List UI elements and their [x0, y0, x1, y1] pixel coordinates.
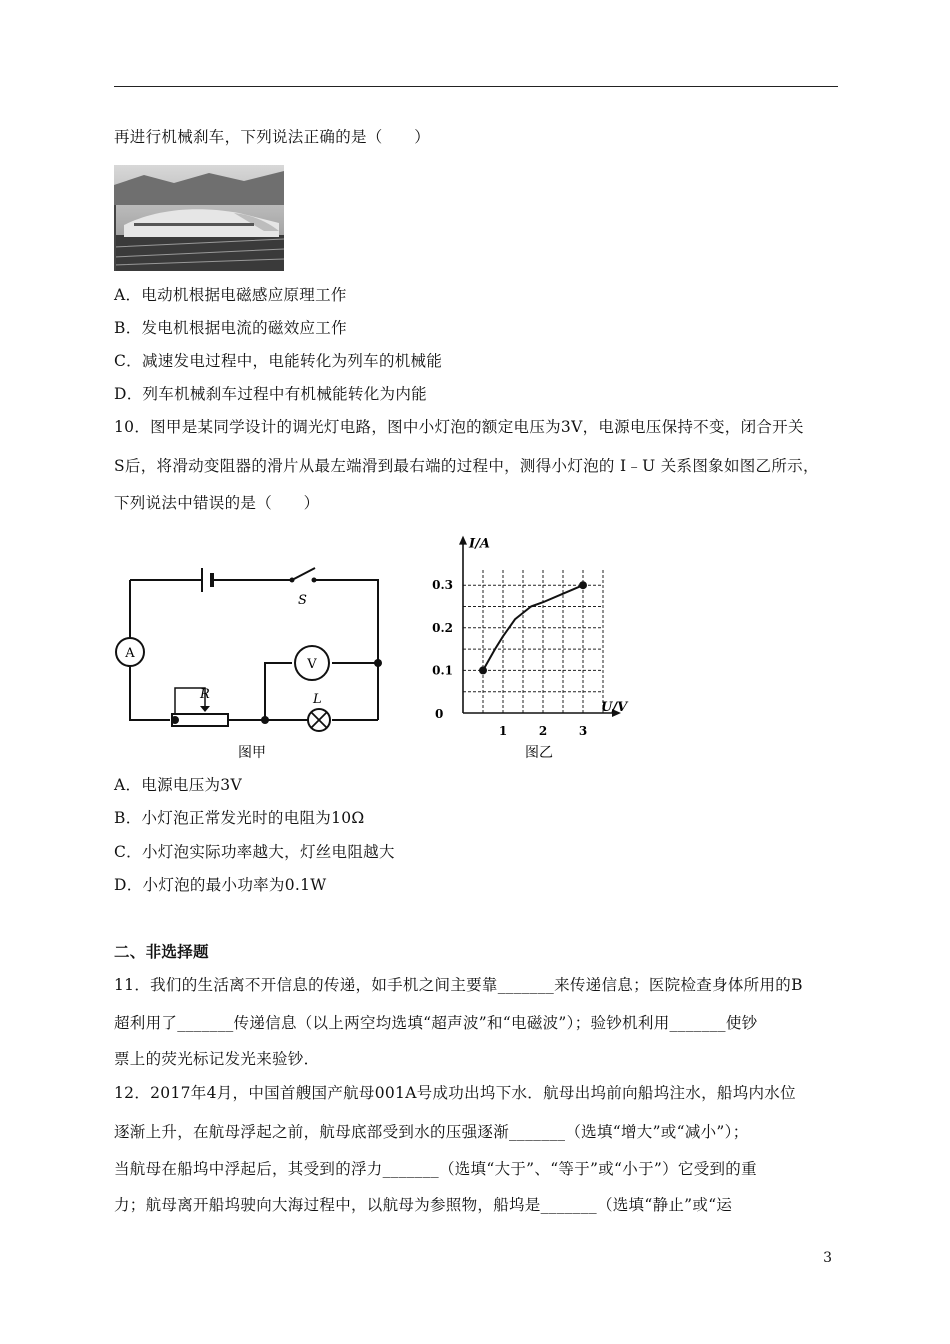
section-heading: 二、非选择题	[114, 942, 209, 961]
q12-line-1: 12．2017年4月，中国首艘国产航母001A号成功出坞下水．航母出坞前向船坞注水，船坞内水位	[114, 1084, 796, 1102]
q10-option-c: C．小灯泡实际功率越大，灯丝电阻越大	[114, 843, 395, 861]
q12-line-2: 逐渐上升，在航母浮起之前，航母底部受到水的压强逐渐_______（选填“增大”或“减小”）；	[114, 1123, 749, 1141]
q10-option-a: A．电源电压为3V	[114, 776, 242, 794]
header-rule	[114, 86, 838, 87]
q11-line-2: 超利用了_______传递信息（以上两空均选填“超声波”和“电磁波”）；验钞机利用_______使钞	[114, 1014, 758, 1032]
q9-option-a: A．电动机根据电磁感应原理工作	[114, 286, 347, 304]
circuit-caption: 图甲	[238, 745, 266, 761]
lamp-symbol	[308, 709, 330, 731]
y-tick-label: 0.2	[432, 620, 453, 635]
q12-line-3: 当航母在船坞中浮起后，其受到的浮力_______（选填“大于”、“等于”或“小于”）它受到的重	[114, 1160, 757, 1178]
curve-endpoint	[479, 666, 487, 674]
lamp-label: L	[313, 692, 322, 707]
x-tick-label: 3	[578, 724, 588, 738]
q9-option-c: C．减速发电过程中，电能转化为列车的机械能	[114, 352, 443, 370]
q9-stem: 再进行机械刹车，下列说法正确的是（ ）	[114, 128, 431, 146]
q12-line-4: 力；航母离开船坞驶向大海过程中，以航母为参照物，船坞是_______（选填“静止”或“运	[114, 1196, 733, 1214]
voltmeter-label: V	[307, 657, 317, 672]
graph-caption: 图乙	[525, 745, 553, 761]
junction-dot	[261, 716, 269, 724]
page-number: 3	[823, 1250, 832, 1266]
switch-label: S	[298, 593, 307, 608]
y-tick-label: 0.1	[432, 663, 453, 678]
q9-option-d: D．列车机械刹车过程中有机械能转化为内能	[114, 385, 427, 403]
origin-label: 0	[435, 707, 444, 721]
y-tick-label: 0.3	[432, 578, 453, 593]
x-tick-label: 2	[538, 724, 548, 738]
q10-stem-line-1: 10．图甲是某同学设计的调光灯电路，图中小灯泡的额定电压为3V，电源电压保持不变，闭合开关	[114, 418, 804, 436]
curve-endpoint	[579, 581, 587, 589]
ammeter-label: A	[125, 646, 135, 661]
iu-graph	[405, 530, 645, 774]
circuit-diagram	[110, 560, 400, 774]
q10-option-d: D．小灯泡的最小功率为0.1W	[114, 876, 327, 894]
x-tick-label: 1	[498, 724, 508, 738]
q11-line-3: 票上的荧光标记发光来验钞．	[114, 1050, 320, 1068]
junction-dot	[374, 659, 382, 667]
y-axis-label: I/A	[469, 536, 490, 552]
rheostat-slider-arrow	[200, 706, 210, 712]
q10-option-b: B．小灯泡正常发光时的电阻为10Ω	[114, 809, 365, 827]
q9-option-b: B．发电机根据电流的磁效应工作	[114, 319, 347, 337]
x-axis-label: U/V	[601, 700, 628, 715]
junction-dot	[171, 716, 179, 724]
train-photo	[114, 165, 284, 271]
y-axis-arrow	[459, 536, 467, 545]
q10-stem-line-3: 下列说法中错误的是（ ）	[114, 494, 320, 512]
rheostat-symbol	[172, 714, 228, 726]
q11-line-1: 11．我们的生活离不开信息的传递，如手机之间主要靠_______来传递信息；医院检查身体所用的B	[114, 976, 803, 994]
switch-symbol	[290, 568, 317, 583]
q10-stem-line-2: S后，将滑动变阻器的滑片从最左端滑到最右端的过程中，测得小灯泡的 I﹣U 关系图象如图乙所示，	[114, 457, 819, 475]
rheostat-label: R	[200, 687, 210, 702]
